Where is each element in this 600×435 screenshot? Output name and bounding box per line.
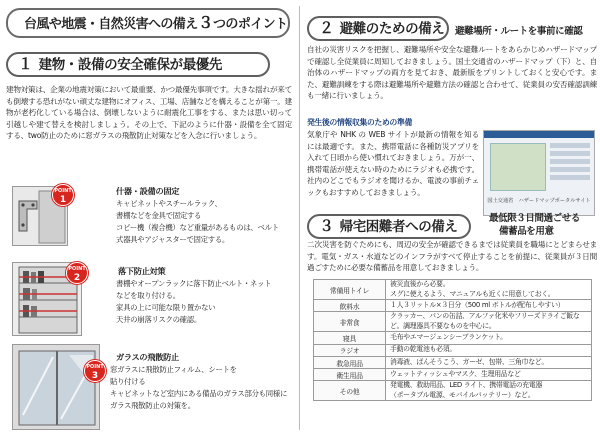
stock-item-name: その他 <box>314 381 386 401</box>
main-title <box>6 8 290 38</box>
point-2-badge-label: POINT <box>68 266 86 272</box>
table-row <box>314 344 592 356</box>
table-row <box>314 381 592 401</box>
column-divider <box>299 6 300 430</box>
section2-heading <box>307 16 449 41</box>
stock-item-name: 寝具 <box>314 332 386 344</box>
point-2-text: 書棚やオープンラックに落下防止ベルト・ネット などを取り付ける。 家具の上に可能な限り置かない 天井の崩落リスクの確認。 <box>116 279 272 324</box>
stock-item-detail: 毛布やエマージェンシーブランケット。 <box>386 332 592 344</box>
hazard-map-caption: 国土交通省 ハザードマップポータルサイト <box>487 198 591 204</box>
left-column <box>0 0 298 435</box>
stock-item-detail: １人３リットル×３日分（500 ml ボトルが配布しやすい） <box>386 300 592 312</box>
section3-subtitle-line2: 備蓄品を用意 <box>499 226 554 237</box>
main-title-number: ３ <box>197 13 214 32</box>
info-heading: 発生後の情報収集のための準備 <box>307 118 412 127</box>
point-1-badge-number: 1 <box>59 195 67 205</box>
point-1-title: 什器・設備の固定 <box>116 186 180 196</box>
stock-item-detail: 被災直後から必要。 スグに使えるよう、マニュアルも近くに用意しておく。 <box>386 280 592 300</box>
stock-item-name: 救急用品 <box>314 356 386 368</box>
point-2-badge <box>66 262 88 284</box>
section1-heading <box>6 52 270 77</box>
point-3-title: ガラスの飛散防止 <box>116 352 179 362</box>
section3-heading <box>307 214 471 239</box>
section3-subtitle-line1: 最低限３日間過ごせる <box>489 213 581 224</box>
point-3-badge-number: 3 <box>91 371 99 381</box>
section2-intro: 自社の災害リスクを把握し、避難場所や安全な避難ルートをあらかじめハザードマップで確認し全従業員に周知しておきましょう。国土交通省のハザードマップ（下）と、自治体のハザードマップの両方を見ておき、最新版をプリントしておくと安心です。また、避難訓練をする際は避難場所や避難方法の確認と合わせて、従業員の安否確認訓練も一緒に行いましょう。 <box>307 45 597 101</box>
stock-item-name: 衛生用品 <box>314 369 386 381</box>
table-row <box>314 332 592 344</box>
section3-number: ３ <box>319 217 334 235</box>
table-row <box>314 312 592 332</box>
section1-number: １ <box>18 55 33 73</box>
table-row <box>314 300 592 312</box>
stock-item-detail: 発電機、救助用品、LED ライト、携帯電話の充電器 （ポータブル電源、モバイルバッテリー）など。 <box>386 381 592 401</box>
section3-title: 帰宅困難者への備え <box>339 219 458 235</box>
info-text: 気象庁や NHK の WEB サイトが最新の情報を知るには最適です。また、携帯電話に各種防災アプリを入れて日頃から使い慣れておきましょう。万が一、携帯電話が使えない時のためにラジオも必携です。社内のどこでもラジオを聞けるか、電波の事前チェックもおすすめしておきましょう。 <box>307 130 479 197</box>
point-2 <box>4 260 296 340</box>
point-2-title: 落下防止対策 <box>118 266 166 276</box>
stock-item-detail: 消毒液、ばんそうこう、ガーゼ、包帯、三角巾など。 <box>386 356 592 368</box>
table-row <box>314 280 592 300</box>
stock-item-detail: 手動の乾電池も必須。 <box>386 344 592 356</box>
point-1 <box>4 182 296 260</box>
main-title-suffix: つのポイント <box>213 17 288 32</box>
point-1-text: キャビネットやスチールラック、 書棚などを金具で固定する コピー機（複合機）など重量があるものは、ベルト 式器具やアジャスターで固定する。 <box>116 199 279 244</box>
stock-item-name: ラジオ <box>314 344 386 356</box>
point-1-badge <box>52 184 74 206</box>
section1-title: 建物・設備の安全確保が最優先 <box>38 57 223 73</box>
point-2-badge-number: 2 <box>73 273 81 283</box>
stock-item-name: 常備用トイレ <box>314 280 386 300</box>
section2-title: 避難のための備え <box>339 21 445 37</box>
point-3-badge-label: POINT <box>86 364 104 370</box>
window-icon <box>12 344 100 430</box>
stock-item-name: 非常食 <box>314 312 386 332</box>
table-row <box>314 369 592 381</box>
point-3 <box>4 342 296 432</box>
table-row <box>314 356 592 368</box>
section2-subtitle: 避難場所・ルートを事前に確認 <box>455 26 583 37</box>
right-column <box>303 0 600 435</box>
stockpile-table <box>313 279 592 401</box>
section2-number: ２ <box>319 19 334 37</box>
point-3-text: 窓ガラスに飛散防止フィルム、シートを 貼り付ける キャビネットなど室内にある備品のガラス部分も同様に ガラス飛散防止の対策を。 <box>110 365 288 410</box>
stock-item-detail: クラッカー、パンの缶詰、アルファ化米やフリーズドライご飯など。調理器具不要なものを中心に。 <box>386 312 592 332</box>
point-3-badge <box>84 360 106 382</box>
section3-intro: 二次災害を防ぐためにも、周辺の安全が確認できるまでは従業員を職場にとどまらせます。電気・ガス・水道などのインフラがすべて停止することを前提に、従業員が３日間過ごすために必要な備蓄品を用意しておきましょう。 <box>307 240 597 273</box>
stock-item-detail: ウェットティッシュやマスク、生理用品など <box>386 369 592 381</box>
stock-item-name: 飲料水 <box>314 300 386 312</box>
point-1-badge-label: POINT <box>54 188 72 194</box>
section1-intro: 建物対策は、企業の地震対策において最重要、かつ最優先事項です。大きな揺れが来ても倒壊する恐れがない頑丈な建物にオフィス、工場、店舗などを構えることが第一。建物が老朽化している場合は、倒壊しないように耐震化工事をする、または思い切って引越しや建て替えを検討しましょう。その上で、下記のように什器・設備を全て固定する、two防止のために窓ガラスの飛散防止対策などを入念に行いましょう。 <box>6 85 292 141</box>
hazard-map-screenshot <box>483 130 595 216</box>
main-title-prefix: 台風や地震・自然災害への備え <box>24 17 198 32</box>
